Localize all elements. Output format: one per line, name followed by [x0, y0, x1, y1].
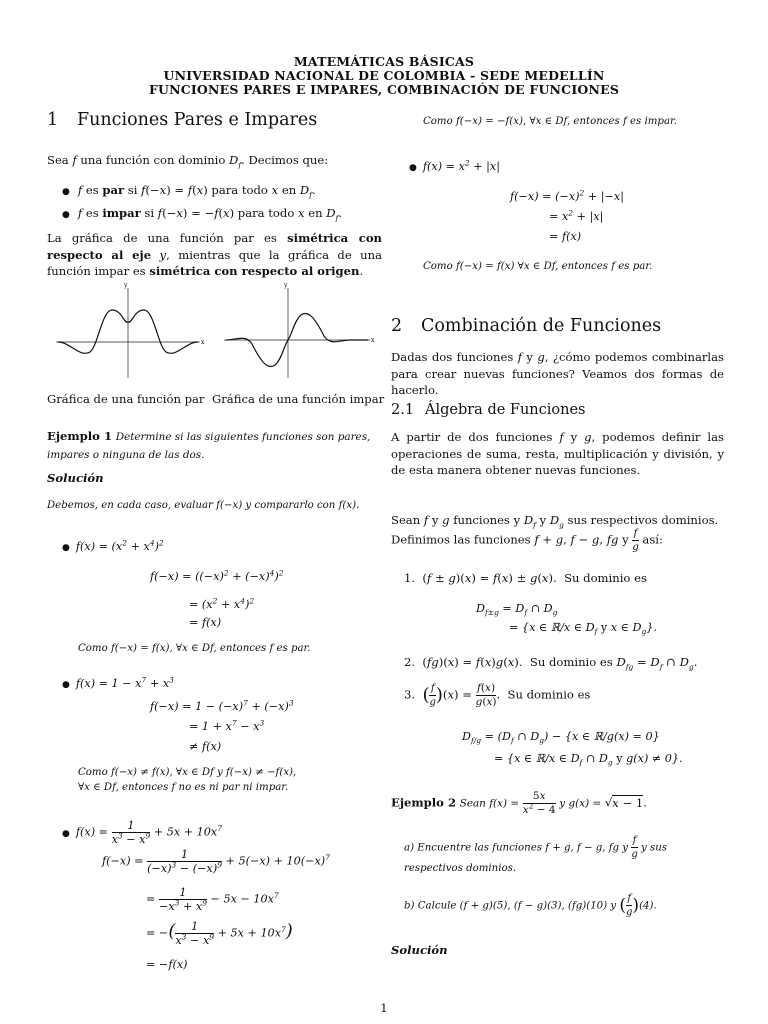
solution-label-1: Solución: [47, 471, 104, 485]
s1-intro: Sea f una función con dominio $D_f$. Decimos que:: [47, 153, 329, 170]
case-1-step-2: = $(x^2 + x^4)^2$: [189, 596, 255, 611]
s2-intro: Dadas dos funciones f y g, ¿cómo podemos combinarlas para crear nuevas funciones? Veamos dos formas de hacerlo.: [391, 350, 724, 397]
section-title: Combinación de Funciones: [421, 316, 662, 336]
case-3-step-3: = −( $\frac{1}{x^3 - x^9}$ + $5x + 10x^7$): [146, 920, 293, 947]
s2-1-definition-a: Sean f y g funciones y $D_f$ y $D_g$ sus respectivos dominios.: [391, 513, 719, 530]
section-number: 1: [47, 110, 59, 130]
case-2-function: ● $f(x) = 1 - x^7 + x^3$: [62, 675, 174, 690]
domain-3-line-2: = {x ∈ ℝ/x ∈ $D_f$ ∩ $D_g$ y g(x) ≠ 0}.: [494, 752, 683, 768]
svg-text:x: x: [371, 337, 375, 344]
section-1-heading: [47, 110, 317, 130]
even-function-graph: [50, 280, 210, 380]
operation-3-text: Su dominio es: [507, 687, 591, 702]
domain-1-line-2: = {x ∈ ℝ/x ∈ $D_f$ y x ∈ $D_g$}.: [509, 621, 657, 637]
def-par: ● f es par si f(−x) = f(x) para todo x en $D_f$.: [62, 183, 316, 200]
subsection-2-1-heading: [391, 402, 586, 418]
definition-end: así:: [642, 532, 663, 547]
section-title: Funciones Pares e Impares: [77, 110, 318, 130]
section-2-heading: [391, 316, 661, 336]
case-2-step-1: $f(-x) = 1 - (-x)^7 + (-x)^3$: [150, 698, 294, 713]
subsection-title: Álgebra de Funciones: [425, 402, 586, 418]
case-4-function: ● $f(x) = x^2 + |x|$: [409, 158, 501, 173]
case-3-step-4: = −f(x): [146, 958, 188, 971]
case-3-conclusion: Como f(−x) = −f(x), ∀x ∈ Df, entonces f es impar.: [423, 116, 677, 127]
caption-even: Gráfica de una función par: [47, 392, 205, 406]
svg-text:y: y: [284, 282, 288, 289]
subsection-number: 2.1: [391, 402, 415, 418]
header-line-2: UNIVERSIDAD NACIONAL DE COLOMBIA - SEDE MEDELLÍN: [163, 68, 605, 83]
odd-function-graph: [220, 280, 380, 380]
example-2-part-b: b) Calcule (f + g)(5), (f − g)(3), (fg)(10) y ( $\frac{f}{g}$ )(4).: [404, 893, 657, 918]
example-2-label: Ejemplo 2: [391, 795, 457, 810]
example-2-part-a: a) Encuentre las funciones f + g, f − g, fg y $\frac{f}{g}$ y sus respectivos dominios.: [404, 835, 667, 874]
case-1-step-1: $f(-x) = ((-x)^2 + (-x)^4)^2$: [150, 568, 284, 583]
case-4-conclusion: Como f(−x) = f(x) ∀x ∈ Df, entonces f es par.: [423, 261, 653, 272]
operation-2: 2. (fg)(x) = f(x)g(x). Su dominio es $D_{fg} = D_f$ ∩ $D_g$.: [404, 655, 698, 672]
solution-label-2: Solución: [391, 943, 448, 957]
header-line-3: FUNCIONES PARES E IMPARES, COMBINACIÓN DE FUNCIONES: [148, 82, 620, 97]
domain-3-line-1: $D_{f/g} = (D_f$ ∩ $D_g) - \{x$ ∈ ℝ/g(x) = 0}: [462, 730, 660, 746]
part-b-text: b) Calcule (f + g)(5), (f − g)(3), (fg)(10) y: [404, 900, 617, 912]
s2-1-definition-b: Definimos las funciones f + g, f − g, fg y $\frac{f}{g}$ así:: [391, 528, 663, 553]
def-impar: ● f es impar si f(−x) = −f(x) para todo x en $D_f$.: [62, 206, 343, 223]
case-3-function: ● f(x) = $\frac{1}{x^3 - x^9}$ + $5x + 10x^7$: [62, 819, 222, 846]
case-4-step-1: $f(-x) = (-x)^2 + |-x|$: [510, 188, 625, 203]
operation-1-text: Su dominio es: [564, 571, 647, 585]
page-number: 1: [380, 1001, 388, 1015]
example-1-label: Ejemplo 1: [47, 429, 113, 443]
case-4-step-3: = f(x): [549, 230, 582, 243]
example-2: Ejemplo 2 Sean f(x) = $\frac{5x}{x^2 - 4}$ y g(x) = √x − 1.: [391, 790, 647, 816]
case-2-conclusion-b: ∀x ∈ Df, entonces f no es ni par ni impar.: [78, 782, 289, 793]
section-number: 2: [391, 316, 403, 336]
case-4-step-2: = $x^2 + |x|$: [549, 208, 604, 223]
case-2-conclusion-a: Como f(−x) ≠ f(x), ∀x ∈ Df y f(−x) ≠ −f(x),: [78, 767, 297, 778]
case-2-step-3: ≠ f(x): [189, 740, 222, 753]
domain-1-line-1: $D_{f\pm g} = D_f$ ∩ $D_g$: [476, 602, 558, 618]
case-3-step-1: f(−x) = $\frac{1}{(-x)^3 - (-x)^9}$ + $5(-x) + 10(-x)^7$: [102, 848, 330, 875]
caption-odd: Gráfica de una función impar: [212, 392, 385, 406]
case-3-step-2: = $\frac{1}{-x^3 + x^9}$ − $5x - 10x^7$: [146, 886, 279, 913]
part-a-text-2: y sus respectivos dominios.: [404, 842, 667, 874]
solution-intro: Debemos, en cada caso, evaluar f(−x) y compararlo con f(x).: [47, 500, 360, 511]
case-1-step-3: = f(x): [189, 616, 222, 629]
operation-3: 3. ( $\frac{f}{g}$ )(x) = $\frac{f(x)}{g(x)}$ . Su dominio es: [404, 682, 591, 708]
graph-description: La gráfica de una función par es simétrica con respecto al eje y, mientras que la gráfica de una función impar es simétrica con respecto al origen.: [47, 231, 382, 278]
operation-2-text: Su dominio es: [529, 655, 613, 669]
svg-text:x: x: [201, 339, 205, 346]
example-1: [47, 428, 382, 463]
s2-1-paragraph: A partir de dos funciones f y g, podemos definir las operaciones de suma, resta, multiplicación y división, y de esta manera obtener nuevas funciones.: [391, 430, 725, 477]
svg-text:y: y: [124, 282, 128, 289]
operation-1: 1. (f ± g)(x) = f(x) ± g(x). Su dominio es: [404, 571, 647, 585]
example-1-text: Determine si las siguientes funciones son pares, impares o ninguna de las dos.: [47, 431, 371, 461]
case-1-conclusion: Como f(−x) = f(x), ∀x ∈ Df, entonces f es par.: [78, 643, 311, 654]
header-line-1: MATEMÁTICAS BÁSICAS: [293, 54, 475, 69]
part-a-text: a) Encuentre las funciones f + g, f − g, fg y: [404, 842, 629, 854]
case-1-function: ● $f(x) = (x^2 + x^4)^2$: [62, 538, 164, 553]
case-2-step-2: = $1 + x^7 - x^3$: [189, 718, 265, 733]
